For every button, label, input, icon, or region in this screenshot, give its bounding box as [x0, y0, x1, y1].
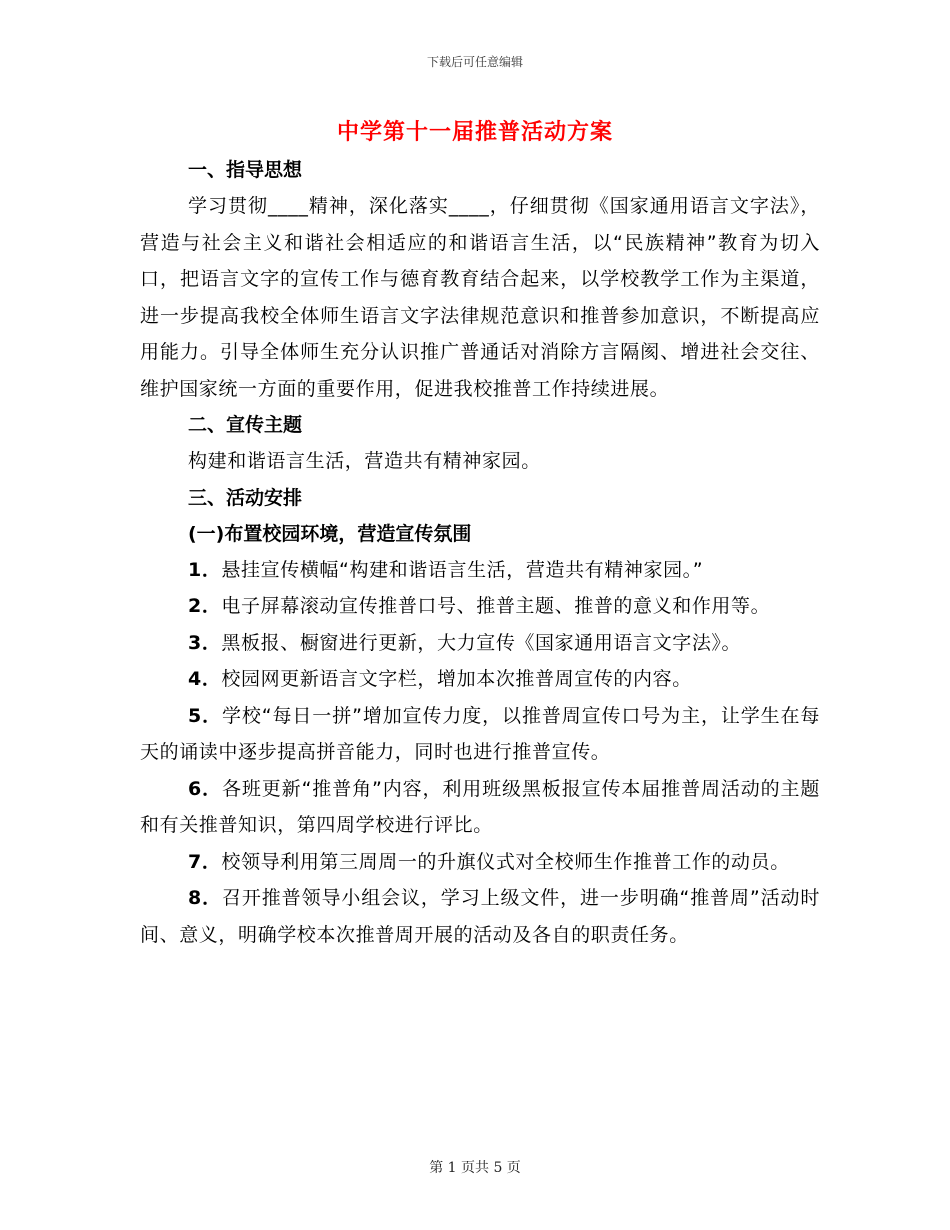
section-heading-theme: 二、宣传主题: [188, 414, 303, 436]
item-number: 8．: [188, 887, 223, 909]
item-text: 校领导利用第三周周一的升旗仪式对全校师生作推普工作的动员。: [221, 850, 790, 873]
list-item: [140, 698, 820, 771]
section-paragraph-guiding: 学习贯彻____精神，深化落实____，仔细贯彻《国家通用语言文字法》，营造与社会主义和谐社会相适应的和谐语言生活，以“民族精神”教育为切入口，把语言文字的宣传工作与德育教育结合起来，以学校教学工作为主渠道，进一步提高我校全体师生语言文字法律规范意识和推普参加意识，不断提高应用能力。引导全体师生充分认识推广普通话对消除方言隔阂、增进社会交往、维护国家统一方面的重要作用，促进我校推普工作持续进展。: [140, 195, 820, 400]
list-item: [140, 552, 820, 589]
item-text: 各班更新“推普角”内容，利用班级黑板报宣传本届推普周活动的主题和有关推普知识，第四周学校进行评比。: [140, 777, 821, 836]
page-footer: 第 1 页共 5 页: [429, 1160, 521, 1176]
item-number: 7．: [188, 850, 222, 873]
item-number: 2．: [188, 595, 222, 617]
document-body: [140, 152, 820, 953]
item-text: 电子屏幕滚动宣传推普口号、推普主题、推普的意义和作用等。: [221, 595, 771, 617]
list-item: [140, 625, 820, 662]
item-number: 6．: [188, 777, 223, 800]
item-text: 学校“每日一拼”增加宣传力度，以推普周宣传口号为主，让学生在每天的诵读中逐步提高拼音能力，同时也进行推普宣传。: [140, 704, 821, 763]
item-text: 召开推普领导小组会议，学习上级文件，进一步明确“推普周”活动时间、意义，明确学校本次推普周开展的活动及各自的职责任务。: [140, 887, 821, 946]
list-item: [140, 661, 820, 698]
page-header: 下载后可任意编辑: [426, 55, 523, 69]
item-text: 校园网更新语言文字栏，增加本次推普周宣传的内容。: [221, 668, 692, 690]
item-number: 1．: [188, 558, 222, 581]
section-paragraph-theme: 构建和谐语言生活，营造共有精神家园。: [188, 450, 541, 472]
item-number: 4．: [188, 668, 222, 690]
list-item: [140, 880, 820, 953]
list-item: [140, 771, 820, 844]
item-number: 5．: [188, 704, 223, 727]
document-title: 中学第十一届推普活动方案: [336, 120, 613, 145]
subsection-heading: (一)布置校园环境，营造宣传氛围: [188, 522, 472, 545]
item-number: 3．: [188, 631, 222, 654]
section-heading-guiding: 一、指导思想: [188, 159, 303, 181]
item-text: 悬挂宣传横幅“构建和谐语言生活，营造共有精神家园。”: [221, 558, 704, 581]
list-item: [140, 588, 820, 625]
list-item: [140, 844, 820, 881]
item-text: 黑板报、橱窗进行更新，大力宣传《国家通用语言文字法》。: [221, 631, 742, 654]
section-heading-activities: 三、活动安排: [188, 486, 303, 509]
